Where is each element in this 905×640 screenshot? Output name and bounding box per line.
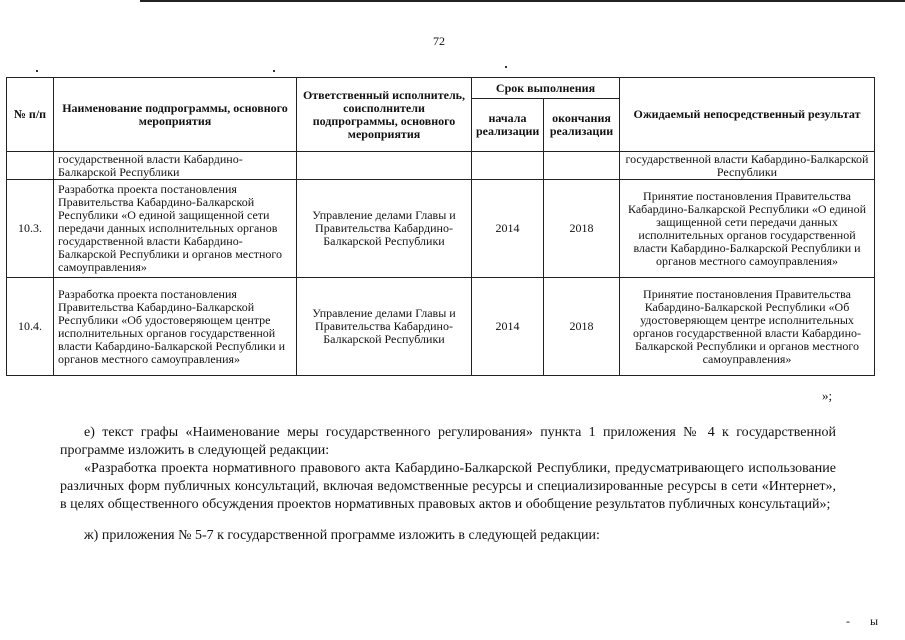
scan-dot xyxy=(505,66,507,68)
cell-result: Принятие постановления Правительства Кабардино-Балкарской Республики «Об удостоверяющем центре исполнительных органов государственной власти Кабардино-Балкарской Республики и органов местного самоуправления» xyxy=(620,278,875,376)
paragraph-quote: «Разработка проекта нормативного правового акта Кабардино-Балкарской Республики, предусматривающего использование различных форм публичных консультаций, включая ведомственные ресурсы и специализированные ресурсы в сети «Интернет», в целях общественного обсуждения проектов нормативных правовых актов и обобщение результатов публичных консультаций»; xyxy=(60,461,836,512)
cell-name: Разработка проекта постановления Правительства Кабардино-Балкарской Республики «О единой защищенной сети передачи данных исполнительных органов государственной власти Кабардино-Балкарской Республики и органов местного самоуправления» xyxy=(54,180,297,278)
cell-num: 10.3. xyxy=(7,180,54,278)
cell-executor xyxy=(297,152,472,180)
cell-executor: Управление делами Главы и Правительства Кабардино-Балкарской Республики xyxy=(297,180,472,278)
scan-mark: - xyxy=(846,614,850,628)
header-num: № п/п xyxy=(7,78,54,152)
header-start: начала реализации xyxy=(472,99,544,152)
cell-num: 10.4. xyxy=(7,278,54,376)
scan-dot xyxy=(273,70,275,72)
scan-mark: ы xyxy=(870,614,879,628)
closing-quote: »; xyxy=(822,388,833,403)
cell-result: Принятие постановления Правительства Кабардино-Балкарской Республики «О единой защищенной сети передачи данных исполнительных органов государственной власти Кабардино-Балкарской Республики и органов местного самоуправления» xyxy=(620,180,875,278)
table-row xyxy=(7,278,875,376)
header-period: Срок выполнения xyxy=(472,78,620,99)
cell-end xyxy=(544,152,620,180)
table-row-continuation xyxy=(7,152,875,180)
cell-num xyxy=(7,152,54,180)
program-table xyxy=(6,77,875,376)
cell-result: государственной власти Кабардино-Балкарской Республики xyxy=(620,152,875,180)
cell-end: 2018 xyxy=(544,278,620,376)
cell-executor: Управление делами Главы и Правительства Кабардино-Балкарской Республики xyxy=(297,278,472,376)
cell-start: 2014 xyxy=(472,180,544,278)
cell-start: 2014 xyxy=(472,278,544,376)
header-executor: Ответственный исполнитель, соисполнители подпрограммы, основного мероприятия xyxy=(297,78,472,152)
header-result: Ожидаемый непосредственный результат xyxy=(620,78,875,152)
header-end: окончания реализации xyxy=(544,99,620,152)
scan-dot xyxy=(36,70,38,72)
top-rule xyxy=(140,0,905,2)
paragraph-e: е) текст графы «Наименование меры государственного регулирования» пункта 1 приложения № 4 к государственной программе изложить в следующей редакции: xyxy=(60,425,836,458)
cell-name: Разработка проекта постановления Правительства Кабардино-Балкарской Республики «Об удостоверяющем центре исполнительных органов государственной власти Кабардино-Балкарской Республики и органов местного самоуправления» xyxy=(54,278,297,376)
cell-name: государственной власти Кабардино-Балкарской Республики xyxy=(54,152,297,180)
page-number: 72 xyxy=(433,34,445,48)
header-name: Наименование подпрограммы, основного мероприятия xyxy=(54,78,297,152)
table-row xyxy=(7,180,875,278)
cell-start xyxy=(472,152,544,180)
paragraph-zh: ж) приложения № 5-7 к государственной программе изложить в следующей редакции: xyxy=(84,528,600,543)
cell-end: 2018 xyxy=(544,180,620,278)
